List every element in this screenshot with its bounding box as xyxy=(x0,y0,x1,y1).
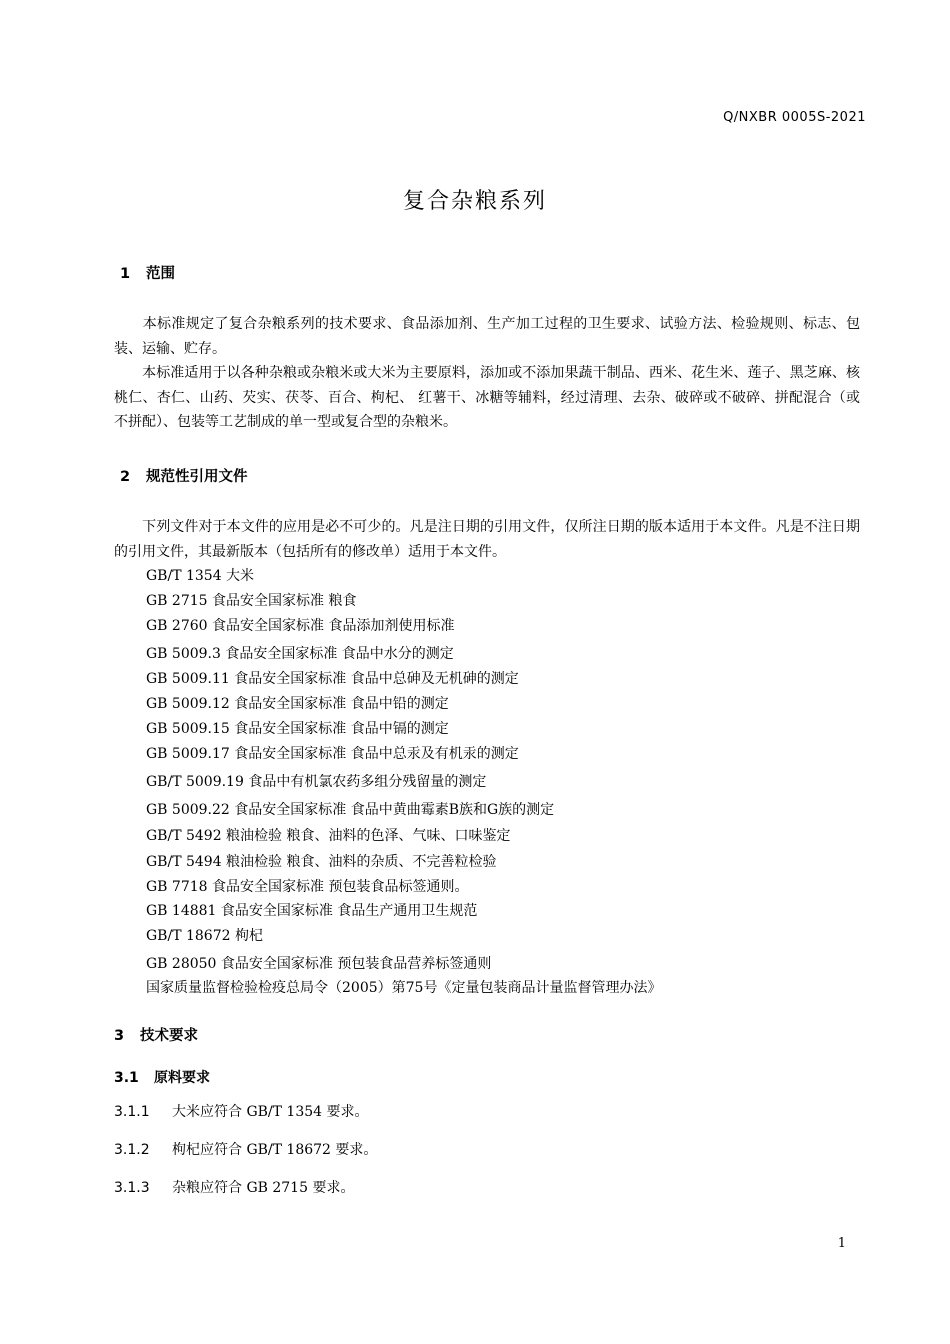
reference-item: GB 5009.3 食品安全国家标准 食品中水分的测定 xyxy=(146,646,454,662)
clause-3-1-3 xyxy=(114,1177,354,1197)
reference-item: GB 14881 食品安全国家标准 食品生产通用卫生规范 xyxy=(146,903,478,919)
section-1-heading xyxy=(120,262,175,283)
reference-item: GB/T 18672 枸杞 xyxy=(146,928,263,944)
scope-paragraph-2: 本标准适用于以各种杂粮或杂粮米或大米为主要原料，添加或不添加果蔬干制品、西米、花生米、莲子、黑芝麻、核桃仁、杏仁、山药、芡实、茯苓、百合、枸杞、 红薯干、冰糖等辅料，经过清理、去杂、破碎或不破碎、拼配混合（或不拼配）、包装等工艺制成的单一型或复合型的杂粮米。 xyxy=(114,365,860,430)
reference-item: GB 7718 食品安全国家标准 预包装食品标签通则。 xyxy=(146,879,469,895)
reference-item: GB 5009.22 食品安全国家标准 食品中黄曲霉素B族和G族的测定 xyxy=(146,802,555,818)
reference-item: GB 5009.12 食品安全国家标准 食品中铅的测定 xyxy=(146,696,449,712)
clause-3-1-2 xyxy=(114,1139,377,1159)
clause-number: 3.1.1 xyxy=(114,1104,150,1120)
section-3-heading xyxy=(114,1024,198,1045)
section-2-heading xyxy=(120,465,248,486)
clause-text: 枸杞应符合 GB/T 18672 要求。 xyxy=(172,1142,378,1158)
reference-item: GB 5009.11 食品安全国家标准 食品中总砷及无机砷的测定 xyxy=(146,671,519,687)
reference-item: 国家质量监督检验检疫总局令（2005）第75号《定量包装商品计量监督管理办法》 xyxy=(146,980,662,996)
subsection-3-1-heading xyxy=(114,1067,210,1087)
section-title: 规范性引用文件 xyxy=(146,469,248,485)
reference-item: GB 2760 食品安全国家标准 食品添加剂使用标准 xyxy=(146,618,455,634)
section-number: 3 xyxy=(114,1028,125,1044)
section-title: 技术要求 xyxy=(140,1028,198,1044)
reference-item: GB 5009.17 食品安全国家标准 食品中总汞及有机汞的测定 xyxy=(146,746,519,762)
subsection-title: 原料要求 xyxy=(154,1070,210,1086)
clause-text: 大米应符合 GB/T 1354 要求。 xyxy=(172,1104,369,1120)
reference-item: GB 5009.15 食品安全国家标准 食品中镉的测定 xyxy=(146,721,449,737)
clause-number: 3.1.2 xyxy=(114,1142,150,1158)
document-title: 复合杂粮系列 xyxy=(402,189,547,214)
reference-item: GB 28050 食品安全国家标准 预包装食品营养标签通则 xyxy=(146,956,492,972)
section-number: 2 xyxy=(120,469,131,485)
reference-item: GB/T 5494 粮油检验 粮食、油料的杂质、不完善粒检验 xyxy=(146,854,497,870)
page-number: 1 xyxy=(837,1236,846,1251)
clause-text: 杂粮应符合 GB 2715 要求。 xyxy=(172,1180,355,1196)
section-number: 1 xyxy=(120,266,131,282)
clause-number: 3.1.3 xyxy=(114,1180,150,1196)
reference-item: GB/T 5492 粮油检验 粮食、油料的色泽、气味、口味鉴定 xyxy=(146,828,511,844)
reference-item: GB/T 5009.19 食品中有机氯农药多组分残留量的测定 xyxy=(146,774,487,790)
section-title: 范围 xyxy=(146,266,175,282)
scope-paragraph-1: 本标准规定了复合杂粮系列的技术要求、食品添加剂、生产加工过程的卫生要求、试验方法、检验规则、标志、包装、运输、贮存。 xyxy=(114,316,860,357)
clause-3-1-1 xyxy=(114,1101,369,1121)
document-code: Q/NXBR 0005S-2021 xyxy=(723,110,866,125)
normative-references-intro: 下列文件对于本文件的应用是必不可少的。凡是注日期的引用文件，仅所注日期的版本适用于本文件。凡是不注日期的引用文件，其最新版本（包括所有的修改单）适用于本文件。 xyxy=(114,519,860,560)
subsection-number: 3.1 xyxy=(114,1070,139,1086)
reference-item: GB 2715 食品安全国家标准 粮食 xyxy=(146,593,357,609)
reference-item: GB/T 1354 大米 xyxy=(146,568,255,584)
